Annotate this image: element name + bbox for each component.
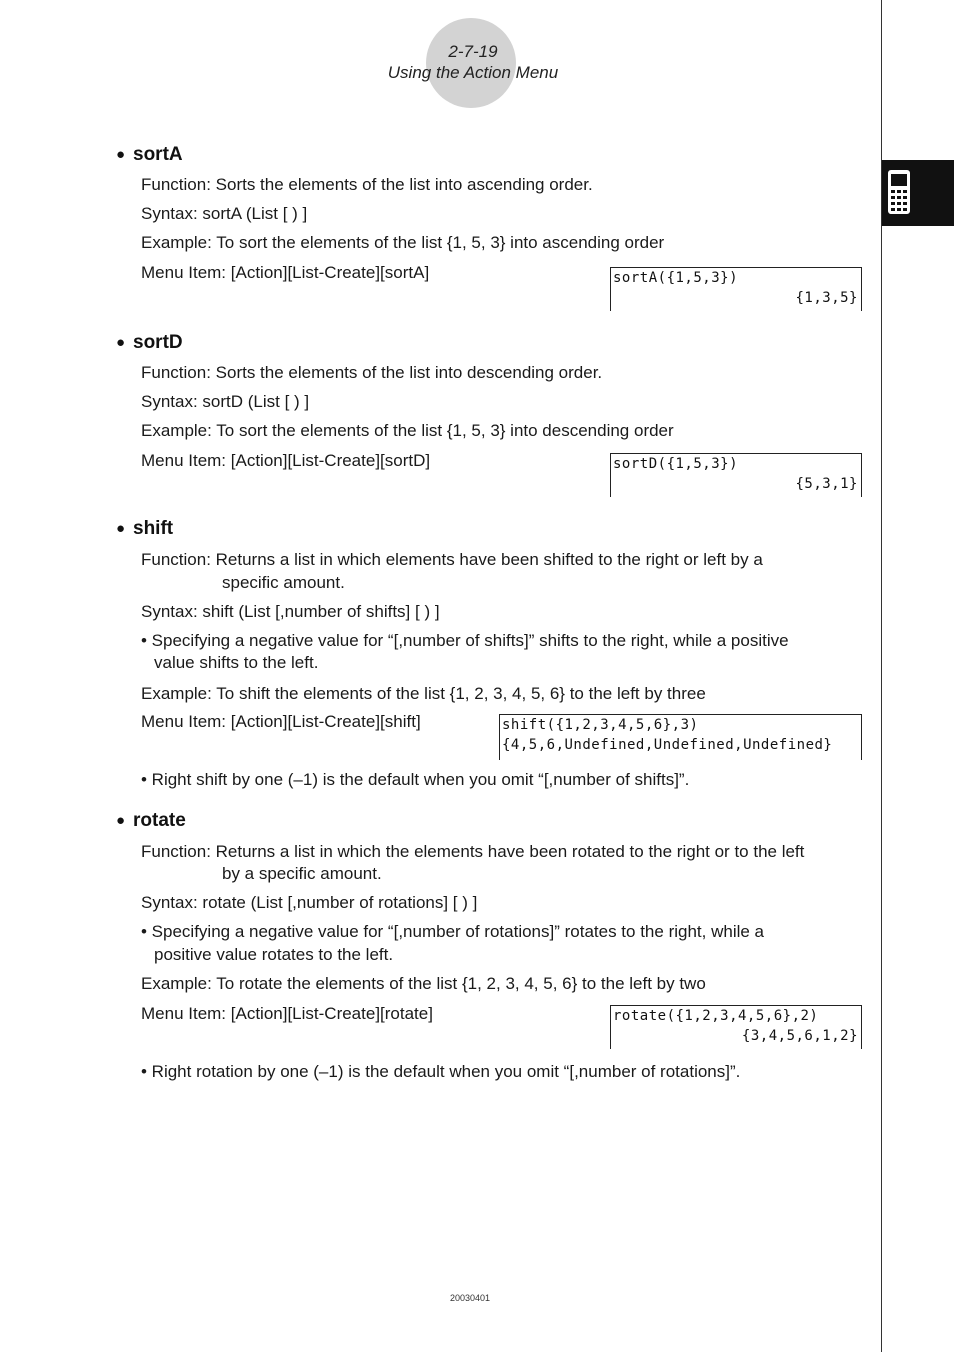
footer-code: 20030401: [449, 1293, 491, 1303]
bullet-icon: ●: [116, 334, 126, 351]
calculator-screen: [610, 267, 862, 311]
bullet-icon: ●: [116, 520, 126, 537]
chapter-side-tab: [882, 160, 954, 226]
syntax-text: Syntax: sortA (List [ ) ]: [141, 204, 308, 223]
syntax-text: Syntax: shift (List [,number of shifts] [ ) ]: [141, 602, 440, 621]
menu-item-text: Menu Item: [Action][List-Create][sortA]: [141, 263, 430, 282]
page-number: 2-7-19: [448, 42, 498, 61]
screen-output: {4,5,6,Undefined,Undefined,Undefined}: [502, 737, 833, 753]
function-text-continued: by a specific amount.: [222, 864, 382, 883]
screen-output: {5,3,1}: [795, 476, 858, 492]
note-text: • Right shift by one (–1) is the default when you omit “[,number of shifts]”.: [141, 770, 690, 789]
screen-output: {3,4,5,6,1,2}: [741, 1028, 858, 1044]
calculator-screen: [610, 453, 862, 497]
function-text: Function: Returns a list in which elements have been shifted to the right or left by a: [141, 550, 763, 569]
bullet-icon: ●: [116, 146, 126, 163]
syntax-text: Syntax: rotate (List [,number of rotations] [ ) ]: [141, 893, 478, 912]
function-text: Function: Returns a list in which the elements have been rotated to the right or to the left: [141, 842, 805, 861]
note-text-continued: value shifts to the left.: [154, 653, 319, 672]
calculator-screen: [499, 714, 862, 760]
function-text: Function: Sorts the elements of the list into ascending order.: [141, 175, 593, 194]
section-title: ● sortA: [116, 144, 183, 165]
example-text: Example: To sort the elements of the list {1, 5, 3} into ascending order: [141, 233, 665, 252]
menu-item-text: Menu Item: [Action][List-Create][rotate]: [141, 1004, 433, 1023]
function-text-continued: specific amount.: [222, 573, 345, 592]
note-text: • Specifying a negative value for “[,number of shifts]” shifts to the right, while a positive: [141, 631, 789, 650]
note-text: • Right rotation by one (–1) is the default when you omit “[,number of rotations]”.: [141, 1062, 741, 1081]
calculator-screen: [610, 1005, 862, 1049]
function-text: Function: Sorts the elements of the list into descending order.: [141, 363, 603, 382]
syntax-text: Syntax: sortD (List [ ) ]: [141, 392, 310, 411]
section-title: ● shift: [116, 518, 174, 539]
bullet-icon: ●: [116, 812, 126, 829]
screen-input: shift({1,2,3,4,5,6},3): [502, 717, 699, 733]
screen-input: sortA({1,5,3}): [613, 270, 739, 286]
section-title: ● rotate: [116, 810, 186, 831]
note-text: • Specifying a negative value for “[,number of rotations]” rotates to the right, while a: [141, 922, 764, 941]
page-title: Using the Action Menu: [387, 63, 559, 82]
example-text: Example: To rotate the elements of the list {1, 2, 3, 4, 5, 6} to the left by two: [141, 974, 706, 993]
note-text-continued: positive value rotates to the left.: [154, 945, 394, 964]
example-text: Example: To shift the elements of the list {1, 2, 3, 4, 5, 6} to the left by three: [141, 684, 706, 703]
screen-output: {1,3,5}: [795, 290, 858, 306]
calculator-icon: [887, 169, 911, 215]
section-title: ● sortD: [116, 332, 183, 353]
example-text: Example: To sort the elements of the list {1, 5, 3} into descending order: [141, 421, 674, 440]
screen-input: rotate({1,2,3,4,5,6},2): [613, 1008, 819, 1024]
page-header: [0, 0, 940, 110]
menu-item-text: Menu Item: [Action][List-Create][shift]: [141, 712, 421, 731]
screen-input: sortD({1,5,3}): [613, 456, 739, 472]
menu-item-text: Menu Item: [Action][List-Create][sortD]: [141, 451, 431, 470]
